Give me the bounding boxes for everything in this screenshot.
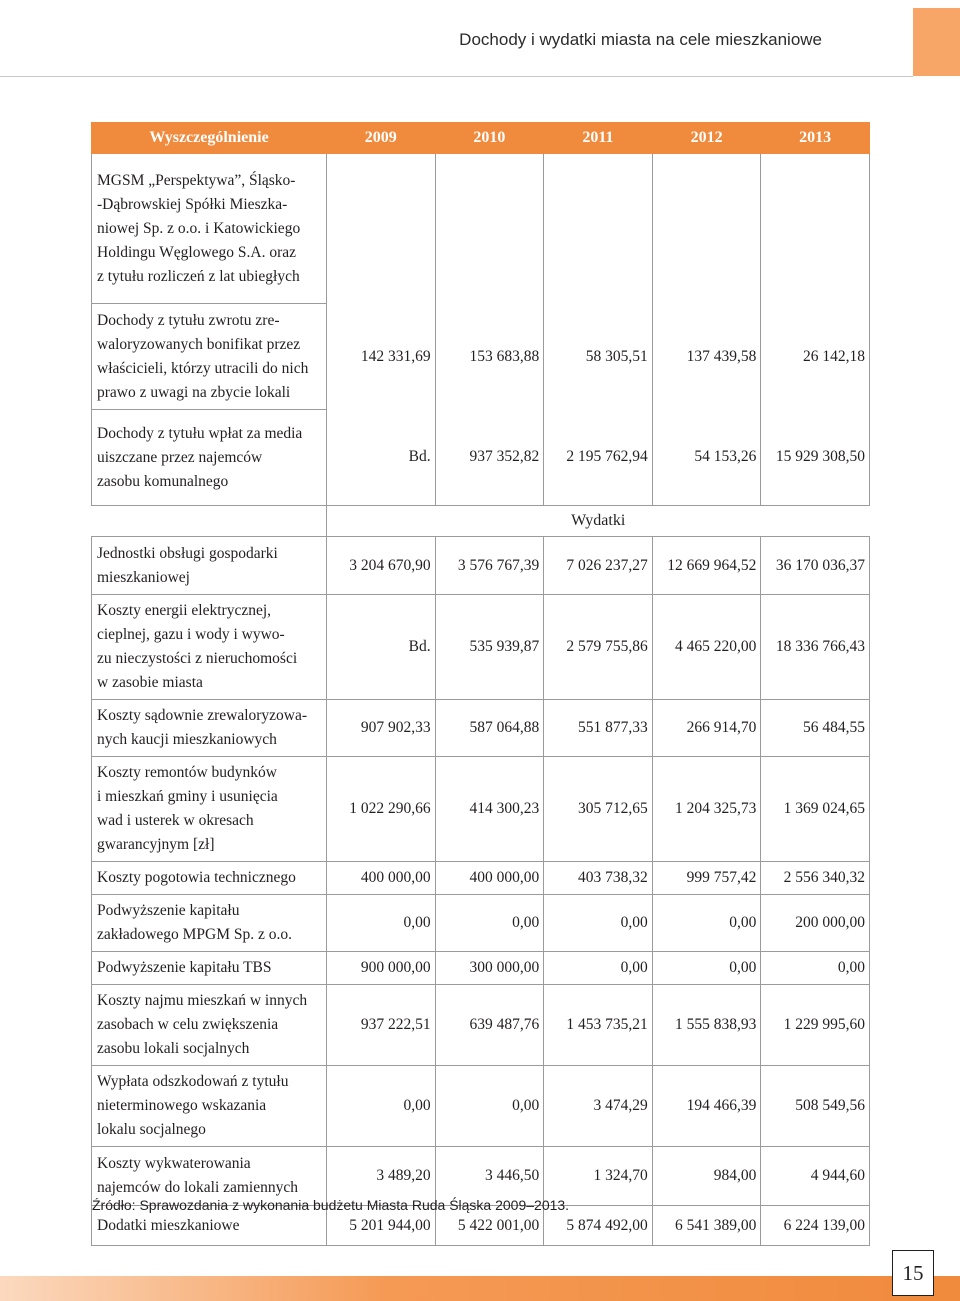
value-cell-2010: 153 683,88 — [435, 304, 544, 410]
value-cell-2009: Bd. — [327, 410, 436, 506]
running-header — [0, 0, 913, 77]
value-cell-2013: 4 944,60 — [761, 1147, 870, 1206]
value-cell-2013: 15 929 308,50 — [761, 410, 870, 506]
value-cell-2012: 194 466,39 — [652, 1066, 761, 1147]
value-cell-2013: 6 224 139,00 — [761, 1206, 870, 1246]
value-cell-2011: 1 324,70 — [544, 1147, 653, 1206]
value-cell-2012: 1 555 838,93 — [652, 985, 761, 1066]
row-label: Podwyższenie kapitału zakładowego MPGM Sp. z o.o. — [92, 895, 327, 952]
row-label: Dochody z tytułu wpłat za media uiszczane przez najemców zasobu komunalnego — [92, 410, 327, 506]
value-cell-2012: 6 541 389,00 — [652, 1206, 761, 1246]
table-row — [92, 952, 870, 985]
value-cell-2012: 54 153,26 — [652, 410, 761, 506]
table-row — [92, 537, 870, 595]
table-row — [92, 700, 870, 757]
value-cell-2010 — [435, 154, 544, 304]
value-cell-2012: 1 204 325,73 — [652, 757, 761, 862]
row-label: Koszty energii elektrycznej, cieplnej, gazu i wody i wywo- zu nieczystości z nieruchomości w zasobie miasta — [92, 595, 327, 700]
value-cell-2010: 639 487,76 — [435, 985, 544, 1066]
row-label: MGSM „Perspektywa”, Śląsko- -Dąbrowskiej Spółki Mieszka- niowej Sp. z o.o. i Katowickiego Holdingu Węglowego S.A. oraz z tytułu rozliczeń z lat ubiegłych — [92, 154, 327, 304]
value-cell-2010: 587 064,88 — [435, 700, 544, 757]
value-cell-2010: 400 000,00 — [435, 862, 544, 895]
value-cell-2010: 937 352,82 — [435, 410, 544, 506]
value-cell-2010: 5 422 001,00 — [435, 1206, 544, 1246]
footer-gradient-bar — [0, 1276, 960, 1301]
value-cell-2011: 7 026 237,27 — [544, 537, 653, 595]
row-label: Dochody z tytułu zwrotu zre- waloryzowanych bonifikat przez właścicieli, którzy utracili do nich prawo z uwagi na zbycie lokali — [92, 304, 327, 410]
value-cell-2012: 137 439,58 — [652, 304, 761, 410]
value-cell-2013: 1 229 995,60 — [761, 985, 870, 1066]
column-header-2010: 2010 — [435, 123, 544, 154]
value-cell-2009: 3 204 670,90 — [327, 537, 436, 595]
value-cell-2011: 305 712,65 — [544, 757, 653, 862]
table-row — [92, 304, 870, 410]
value-cell-2011: 403 738,32 — [544, 862, 653, 895]
value-cell-2012: 0,00 — [652, 952, 761, 985]
value-cell-2009: 0,00 — [327, 895, 436, 952]
value-cell-2009: 400 000,00 — [327, 862, 436, 895]
row-label: Koszty sądownie zrewaloryzowa- nych kaucji mieszkaniowych — [92, 700, 327, 757]
column-header-2012: 2012 — [652, 123, 761, 154]
value-cell-2013 — [761, 154, 870, 304]
table-row — [92, 1066, 870, 1147]
value-cell-2011: 58 305,51 — [544, 304, 653, 410]
column-header-description: Wyszczególnienie — [92, 123, 327, 154]
value-cell-2012: 999 757,42 — [652, 862, 761, 895]
table-row — [92, 985, 870, 1066]
value-cell-2013: 1 369 024,65 — [761, 757, 870, 862]
page-number: 15 — [892, 1250, 934, 1296]
row-label: Koszty remontów budynków i mieszkań gminy i usunięcia wad i usterek w okresach gwarancyjnym [zł] — [92, 757, 327, 862]
value-cell-2013: 26 142,18 — [761, 304, 870, 410]
row-label: Podwyższenie kapitału TBS — [92, 952, 327, 985]
table-row — [92, 862, 870, 895]
table-row — [92, 595, 870, 700]
value-cell-2013: 36 170 036,37 — [761, 537, 870, 595]
value-cell-2013: 2 556 340,32 — [761, 862, 870, 895]
column-header-2013: 2013 — [761, 123, 870, 154]
value-cell-2010: 0,00 — [435, 895, 544, 952]
table-row — [92, 410, 870, 506]
section-heading-expenses: Wydatki — [327, 506, 870, 537]
value-cell-2009: 3 489,20 — [327, 1147, 436, 1206]
value-cell-2013: 0,00 — [761, 952, 870, 985]
value-cell-2010: 535 939,87 — [435, 595, 544, 700]
value-cell-2013: 200 000,00 — [761, 895, 870, 952]
source-note: Źródło: Sprawozdania z wykonania budżetu Miasta Ruda Śląska 2009–2013. — [92, 1197, 570, 1213]
header-color-tab — [913, 8, 960, 76]
value-cell-2009: 900 000,00 — [327, 952, 436, 985]
table-header-row — [92, 123, 870, 154]
column-header-2009: 2009 — [327, 123, 436, 154]
section-row — [92, 506, 870, 537]
table-row — [92, 154, 870, 304]
value-cell-2009: 907 902,33 — [327, 700, 436, 757]
row-label: Jednostki obsługi gospodarki mieszkaniowej — [92, 537, 327, 595]
value-cell-2009: 142 331,69 — [327, 304, 436, 410]
value-cell-2011: 2 195 762,94 — [544, 410, 653, 506]
row-label: Koszty wykwaterowania najemców do lokali zamiennych — [92, 1147, 327, 1206]
value-cell-2009: 0,00 — [327, 1066, 436, 1147]
value-cell-2013: 18 336 766,43 — [761, 595, 870, 700]
row-label: Dodatki mieszkaniowe — [92, 1206, 327, 1246]
value-cell-2011: 5 874 492,00 — [544, 1206, 653, 1246]
table-row — [92, 757, 870, 862]
value-cell-2011: 2 579 755,86 — [544, 595, 653, 700]
value-cell-2012: 12 669 964,52 — [652, 537, 761, 595]
value-cell-2011 — [544, 154, 653, 304]
value-cell-2009: Bd. — [327, 595, 436, 700]
income-expenses-table — [91, 122, 870, 1246]
row-label: Koszty najmu mieszkań w innych zasobach w celu zwiększenia zasobu lokali socjalnych — [92, 985, 327, 1066]
value-cell-2010: 414 300,23 — [435, 757, 544, 862]
value-cell-2011: 0,00 — [544, 952, 653, 985]
value-cell-2010: 3 446,50 — [435, 1147, 544, 1206]
value-cell-2010: 3 576 767,39 — [435, 537, 544, 595]
value-cell-2009 — [327, 154, 436, 304]
value-cell-2010: 300 000,00 — [435, 952, 544, 985]
value-cell-2012: 4 465 220,00 — [652, 595, 761, 700]
row-label: Koszty pogotowia technicznego — [92, 862, 327, 895]
value-cell-2009: 1 022 290,66 — [327, 757, 436, 862]
value-cell-2013: 508 549,56 — [761, 1066, 870, 1147]
section-blank-cell — [92, 506, 327, 537]
value-cell-2010: 0,00 — [435, 1066, 544, 1147]
value-cell-2011: 3 474,29 — [544, 1066, 653, 1147]
value-cell-2011: 1 453 735,21 — [544, 985, 653, 1066]
value-cell-2009: 5 201 944,00 — [327, 1206, 436, 1246]
value-cell-2012: 984,00 — [652, 1147, 761, 1206]
value-cell-2011: 551 877,33 — [544, 700, 653, 757]
value-cell-2013: 56 484,55 — [761, 700, 870, 757]
value-cell-2012: 0,00 — [652, 895, 761, 952]
value-cell-2009: 937 222,51 — [327, 985, 436, 1066]
value-cell-2012 — [652, 154, 761, 304]
value-cell-2011: 0,00 — [544, 895, 653, 952]
value-cell-2012: 266 914,70 — [652, 700, 761, 757]
table-row — [92, 895, 870, 952]
column-header-2011: 2011 — [544, 123, 653, 154]
running-header-title: Dochody i wydatki miasta na cele mieszkaniowe — [459, 30, 822, 49]
row-label: Wypłata odszkodowań z tytułu nieterminowego wskazania lokalu socjalnego — [92, 1066, 327, 1147]
